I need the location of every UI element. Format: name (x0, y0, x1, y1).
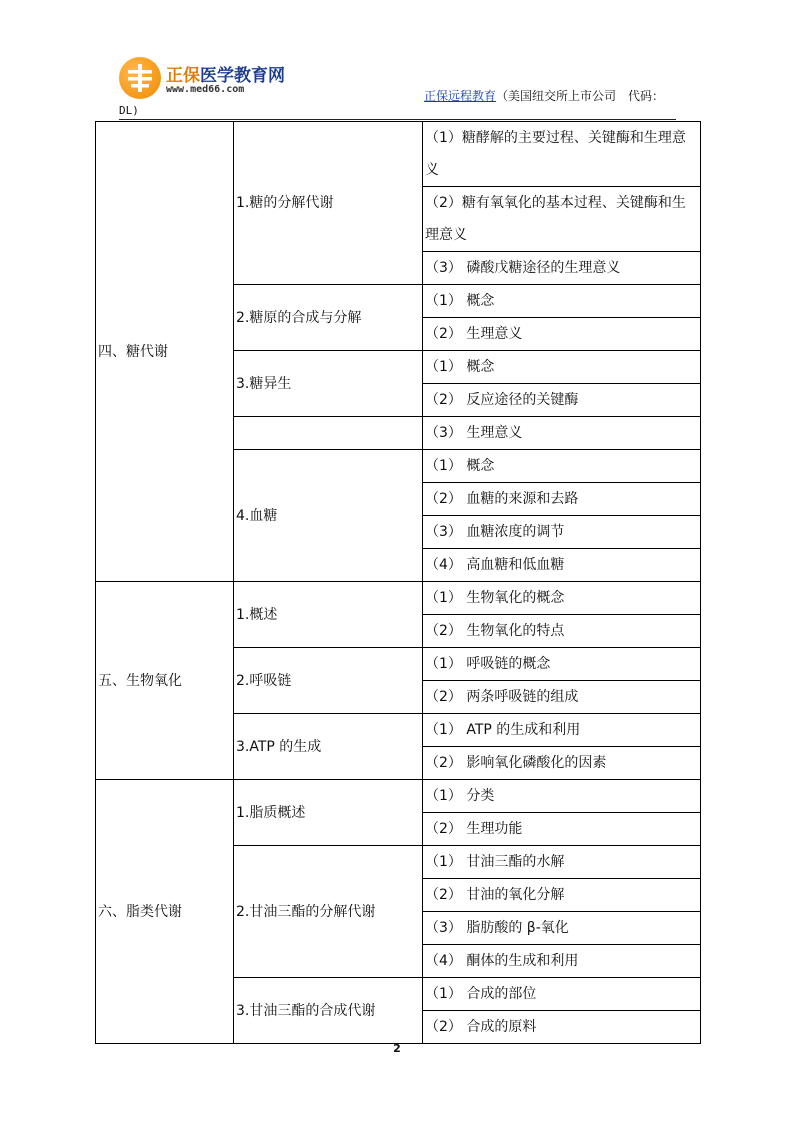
section-cell: 3.糖异生 (234, 351, 423, 417)
item-cell: （1） 概念 (423, 351, 701, 384)
item-cell: （1） 分类 (423, 780, 701, 813)
section-cell: 3.ATP 的生成 (234, 714, 423, 780)
item-cell: （1） 概念 (423, 285, 701, 318)
item-cell: （3） 磷酸戊糖途径的生理意义 (423, 252, 701, 285)
item-cell: （2） 生理意义 (423, 318, 701, 351)
item-cell: （4） 高血糖和低血糖 (423, 549, 701, 582)
item-cell: （1） 概念 (423, 450, 701, 483)
page-number: 2 (393, 1042, 401, 1055)
company-link[interactable]: 正保远程教育 (424, 89, 497, 103)
item-cell: （3） 脂肪酸的 β-氧化 (423, 912, 701, 945)
item-cell: （1） ATP 的生成和利用 (423, 714, 701, 747)
company-logo (119, 57, 289, 101)
item-cell: （2） 生物氧化的特点 (423, 615, 701, 648)
item-cell: （2） 生理功能 (423, 813, 701, 846)
item-cell: （2） 合成的原料 (423, 1011, 701, 1044)
header-divider (119, 119, 676, 120)
section-cell: 2.呼吸链 (234, 648, 423, 714)
chapter-cell: 五、生物氧化 (96, 582, 234, 780)
item-cell: （2） 影响氧化磷酸化的因素 (423, 747, 701, 780)
section-cell: 1.概述 (234, 582, 423, 648)
company-note: （美国纽交所上市公司 代码： (496, 89, 665, 103)
chapter-cell: 六、脂类代谢 (96, 780, 234, 1044)
table-row (96, 780, 701, 813)
item-cell: （3） 血糖浓度的调节 (423, 516, 701, 549)
section-cell-empty (234, 417, 423, 450)
syllabus-outline-table (95, 121, 701, 1044)
header-continuation: DL) (119, 104, 139, 117)
section-cell: 3.甘油三酯的合成代谢 (234, 978, 423, 1044)
table-row (96, 582, 701, 615)
item-cell: （2）糖有氧氧化的基本过程、关键酶和生理意义 (423, 187, 701, 252)
item-cell: （3） 生理意义 (423, 417, 701, 450)
header-company-info (424, 87, 664, 104)
item-cell: （1） 生物氧化的概念 (423, 582, 701, 615)
item-cell: （1） 甘油三酯的水解 (423, 846, 701, 879)
section-cell: 4.血糖 (234, 450, 423, 582)
item-cell: （2） 两条呼吸链的组成 (423, 681, 701, 714)
section-cell: 2.甘油三酯的分解代谢 (234, 846, 423, 978)
item-cell: （2） 甘油的氧化分解 (423, 879, 701, 912)
logo-emblem-icon (119, 57, 161, 99)
item-cell: （1）糖酵解的主要过程、关键酶和生理意义 (423, 122, 701, 187)
logo-title: 正保医学教育网 (166, 66, 285, 86)
section-cell: 1.糖的分解代谢 (234, 122, 423, 285)
section-cell: 2.糖原的合成与分解 (234, 285, 423, 351)
item-cell: （1） 呼吸链的概念 (423, 648, 701, 681)
item-cell: （2） 血糖的来源和去路 (423, 483, 701, 516)
item-cell: （1） 合成的部位 (423, 978, 701, 1011)
item-cell: （4） 酮体的生成和利用 (423, 945, 701, 978)
item-cell: （2） 反应途径的关键酶 (423, 384, 701, 417)
chapter-cell: 四、糖代谢 (96, 122, 234, 582)
logo-url: www.med66.com (166, 84, 245, 95)
section-cell: 1.脂质概述 (234, 780, 423, 846)
